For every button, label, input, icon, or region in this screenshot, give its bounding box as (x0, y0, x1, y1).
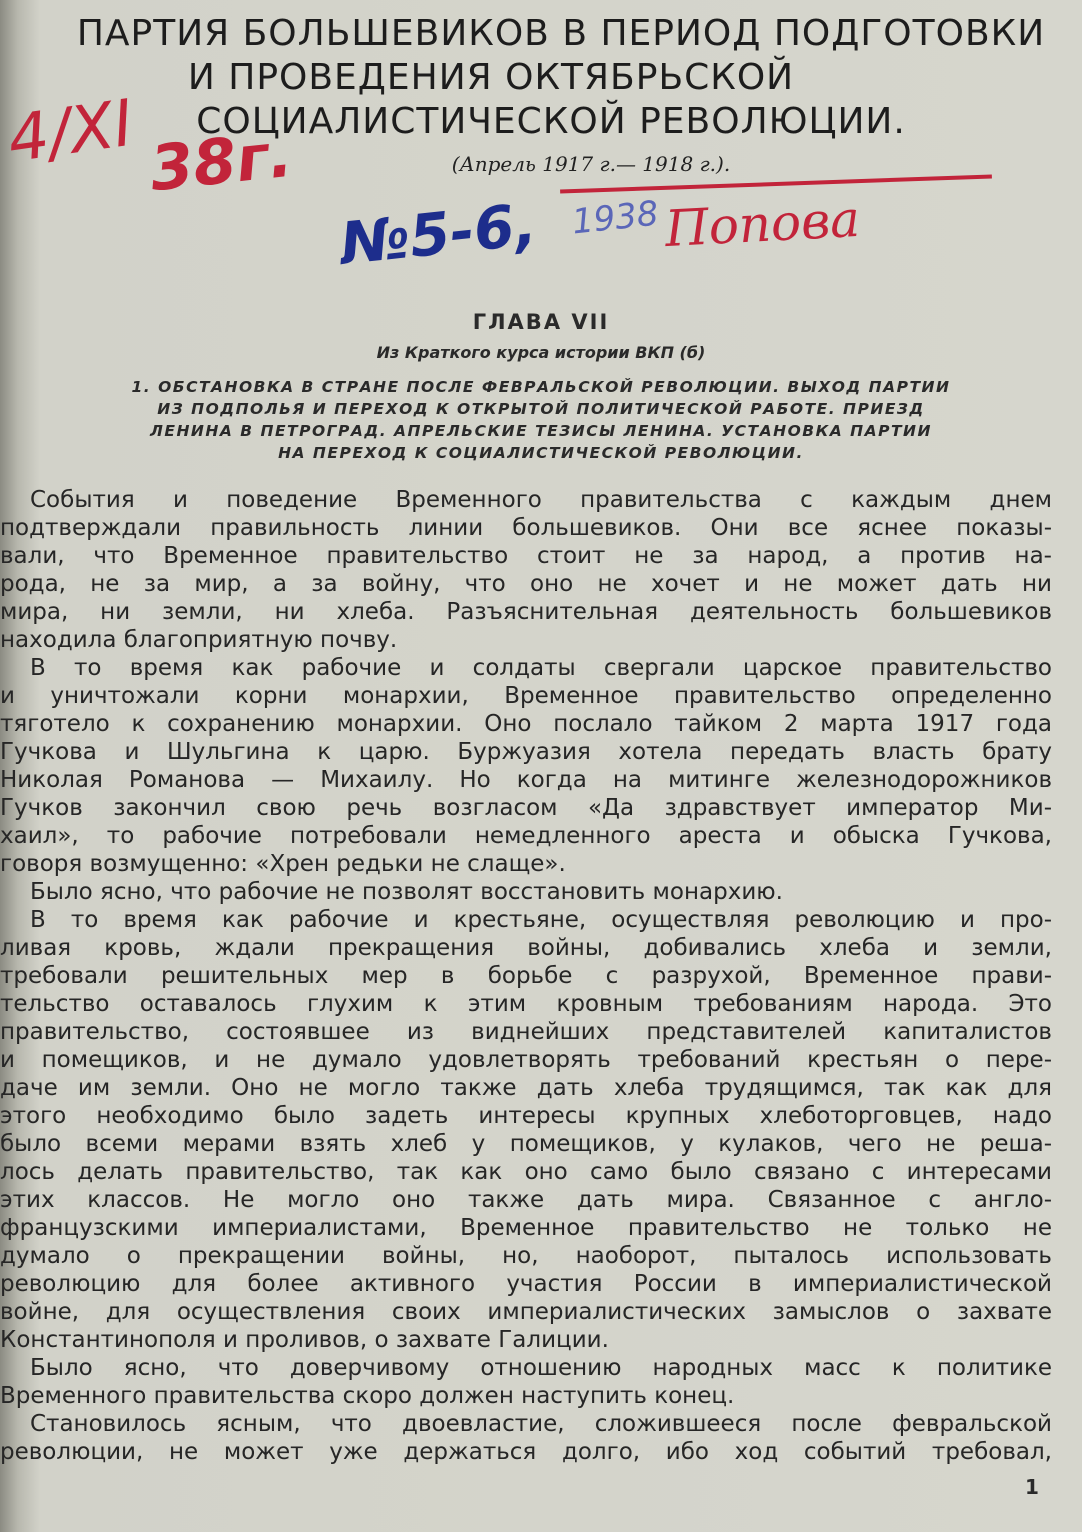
handwritten-year: 1938 (570, 193, 661, 243)
handwritten-signature: Попова (663, 189, 862, 259)
body-line: требовали решительных мер в борьбе с разрухой, Временное прави- (0, 963, 1052, 989)
handwritten-issue-number: №5-6, (336, 189, 540, 279)
section-heading (0, 376, 1082, 464)
body-line: События и поведение Временного правительства с каждым днем (30, 487, 1052, 513)
handwritten-year-short: 38г. (146, 117, 296, 206)
body-line: революции, не может уже держаться долго, ибо ход событий требовал, (0, 1439, 1052, 1465)
document-subtitle: (Апрель 1917 г.— 1918 г.). (451, 152, 731, 176)
section-heading-line: НА ПЕРЕХОД К СОЦИАЛИСТИЧЕСКОЙ РЕВОЛЮЦИИ. (278, 444, 804, 462)
chapter-source: Из Краткого курса истории ВКП (б) (376, 343, 706, 362)
section-heading-line: 1. ОБСТАНОВКА В СТРАНЕ ПОСЛЕ ФЕВРАЛЬСКОЙ РЕВОЛЮЦИИ. ВЫХОД ПАРТИИ (131, 378, 951, 396)
title-line-2: И ПРОВЕДЕНИЯ ОКТЯБРЬСКОЙ (187, 57, 795, 98)
body-line: вали, что Временное правительство стоит не за народ, а против на- (0, 543, 1052, 569)
body-line: Было ясно, что доверчивому отношению народных масс к политике (30, 1355, 1052, 1381)
body-line: было всеми мерами взять хлеб у помещиков, у кулаков, чего не реша- (0, 1131, 1052, 1157)
body-line: и уничтожали корни монархии, Временное правительство определенно (0, 683, 1052, 709)
chapter-heading: ГЛАВА VII (472, 310, 610, 334)
body-line: Становилось ясным, что двоевластие, сложившееся после февральской (30, 1411, 1052, 1437)
body-line: подтверждали правильность линии большевиков. Они все яснее показы- (0, 515, 1052, 541)
body-line: рода, не за мир, а за войну, что оно не хочет и не может дать ни (0, 571, 1052, 597)
section-heading-line: ИЗ ПОДПОЛЬЯ И ПЕРЕХОД К ОТКРЫТОЙ ПОЛИТИЧЕСКОЙ РАБОТЕ. ПРИЕЗД (157, 400, 925, 418)
body-line: Было ясно, что рабочие не позволят восстановить монархию. (30, 879, 783, 905)
body-line: думало о прекращении войны, но, наоборот, пыталось использовать (0, 1243, 1052, 1269)
body-line: хаил», то рабочие потребовали немедленного ареста и обыска Гучкова, (0, 823, 1052, 849)
body-line: Временного правительства скоро должен наступить конец. (0, 1383, 735, 1409)
body-line: Гучкова и Шульгина к царю. Буржуазия хотела передать власть брату (0, 739, 1052, 765)
body-line: этих классов. Не могло оно также дать мира. Связанное с англо- (0, 1187, 1052, 1213)
body-line: В то время как рабочие и солдаты свергали царское правительство (30, 655, 1052, 681)
title-line-3: СОЦИАЛИСТИЧЕСКОЙ РЕВОЛЮЦИИ. (196, 101, 906, 142)
body-line: этого необходимо было задеть интересы крупных хлеботорговцев, надо (0, 1103, 1052, 1129)
document-title (0, 12, 1082, 144)
body-line: французскими империалистами, Временное правительство не только не (0, 1215, 1052, 1241)
body-line: находила благоприятную почву. (0, 627, 398, 653)
body-line: лось делать правительство, так как оно само было связано с интересами (0, 1159, 1052, 1185)
body-line: Гучков закончил свою речь возгласом «Да здравствует император Ми- (0, 795, 1052, 821)
body-line: ливая кровь, ждали прекращения войны, добивались хлеба и земли, (0, 935, 1052, 961)
handwritten-red-underline (560, 174, 992, 193)
body-line: мира, ни земли, ни хлеба. Разъяснительная деятельность большевиков (0, 599, 1052, 625)
section-heading-line: ЛЕНИНА В ПЕТРОГРАД. АПРЕЛЬСКИЕ ТЕЗИСЫ ЛЕНИНА. УСТАНОВКА ПАРТИИ (150, 422, 932, 440)
title-line-1: ПАРТИЯ БОЛЬШЕВИКОВ В ПЕРИОД ПОДГОТОВКИ (76, 13, 1046, 54)
body-line: войне, для осуществления своих империалистических замыслов о захвате (0, 1299, 1052, 1325)
body-line: правительство, состоявшее из виднейших представителей капиталистов (0, 1019, 1052, 1045)
body-line: говоря возмущенно: «Хрен редьки не слаще». (0, 851, 566, 877)
body-line: Константинополя и проливов, о захвате Галиции. (0, 1327, 609, 1353)
body-line: тельство оставалось глухим к этим кровным требованиям народа. Это (0, 991, 1052, 1017)
body-line: Николая Романова — Михаилу. Но когда на митинге железнодорожников (0, 767, 1052, 793)
body-text (0, 486, 1082, 1466)
body-line: В то время как рабочие и крестьяне, осуществляя революцию и про- (30, 907, 1052, 933)
page-number: 1 (1025, 1475, 1039, 1499)
body-line: и помещиков, и не думало удовлетворять требований крестьян о пере- (0, 1047, 1052, 1073)
body-line: даче им земли. Оно не могло также дать хлеба трудящимся, так как для (0, 1075, 1052, 1101)
handwritten-date-roman: 4/XI (3, 86, 138, 178)
body-line: революцию для более активного участия России в империалистической (0, 1271, 1052, 1297)
body-line: тяготело к сохранению монархии. Оно послало тайком 2 марта 1917 года (0, 711, 1052, 737)
